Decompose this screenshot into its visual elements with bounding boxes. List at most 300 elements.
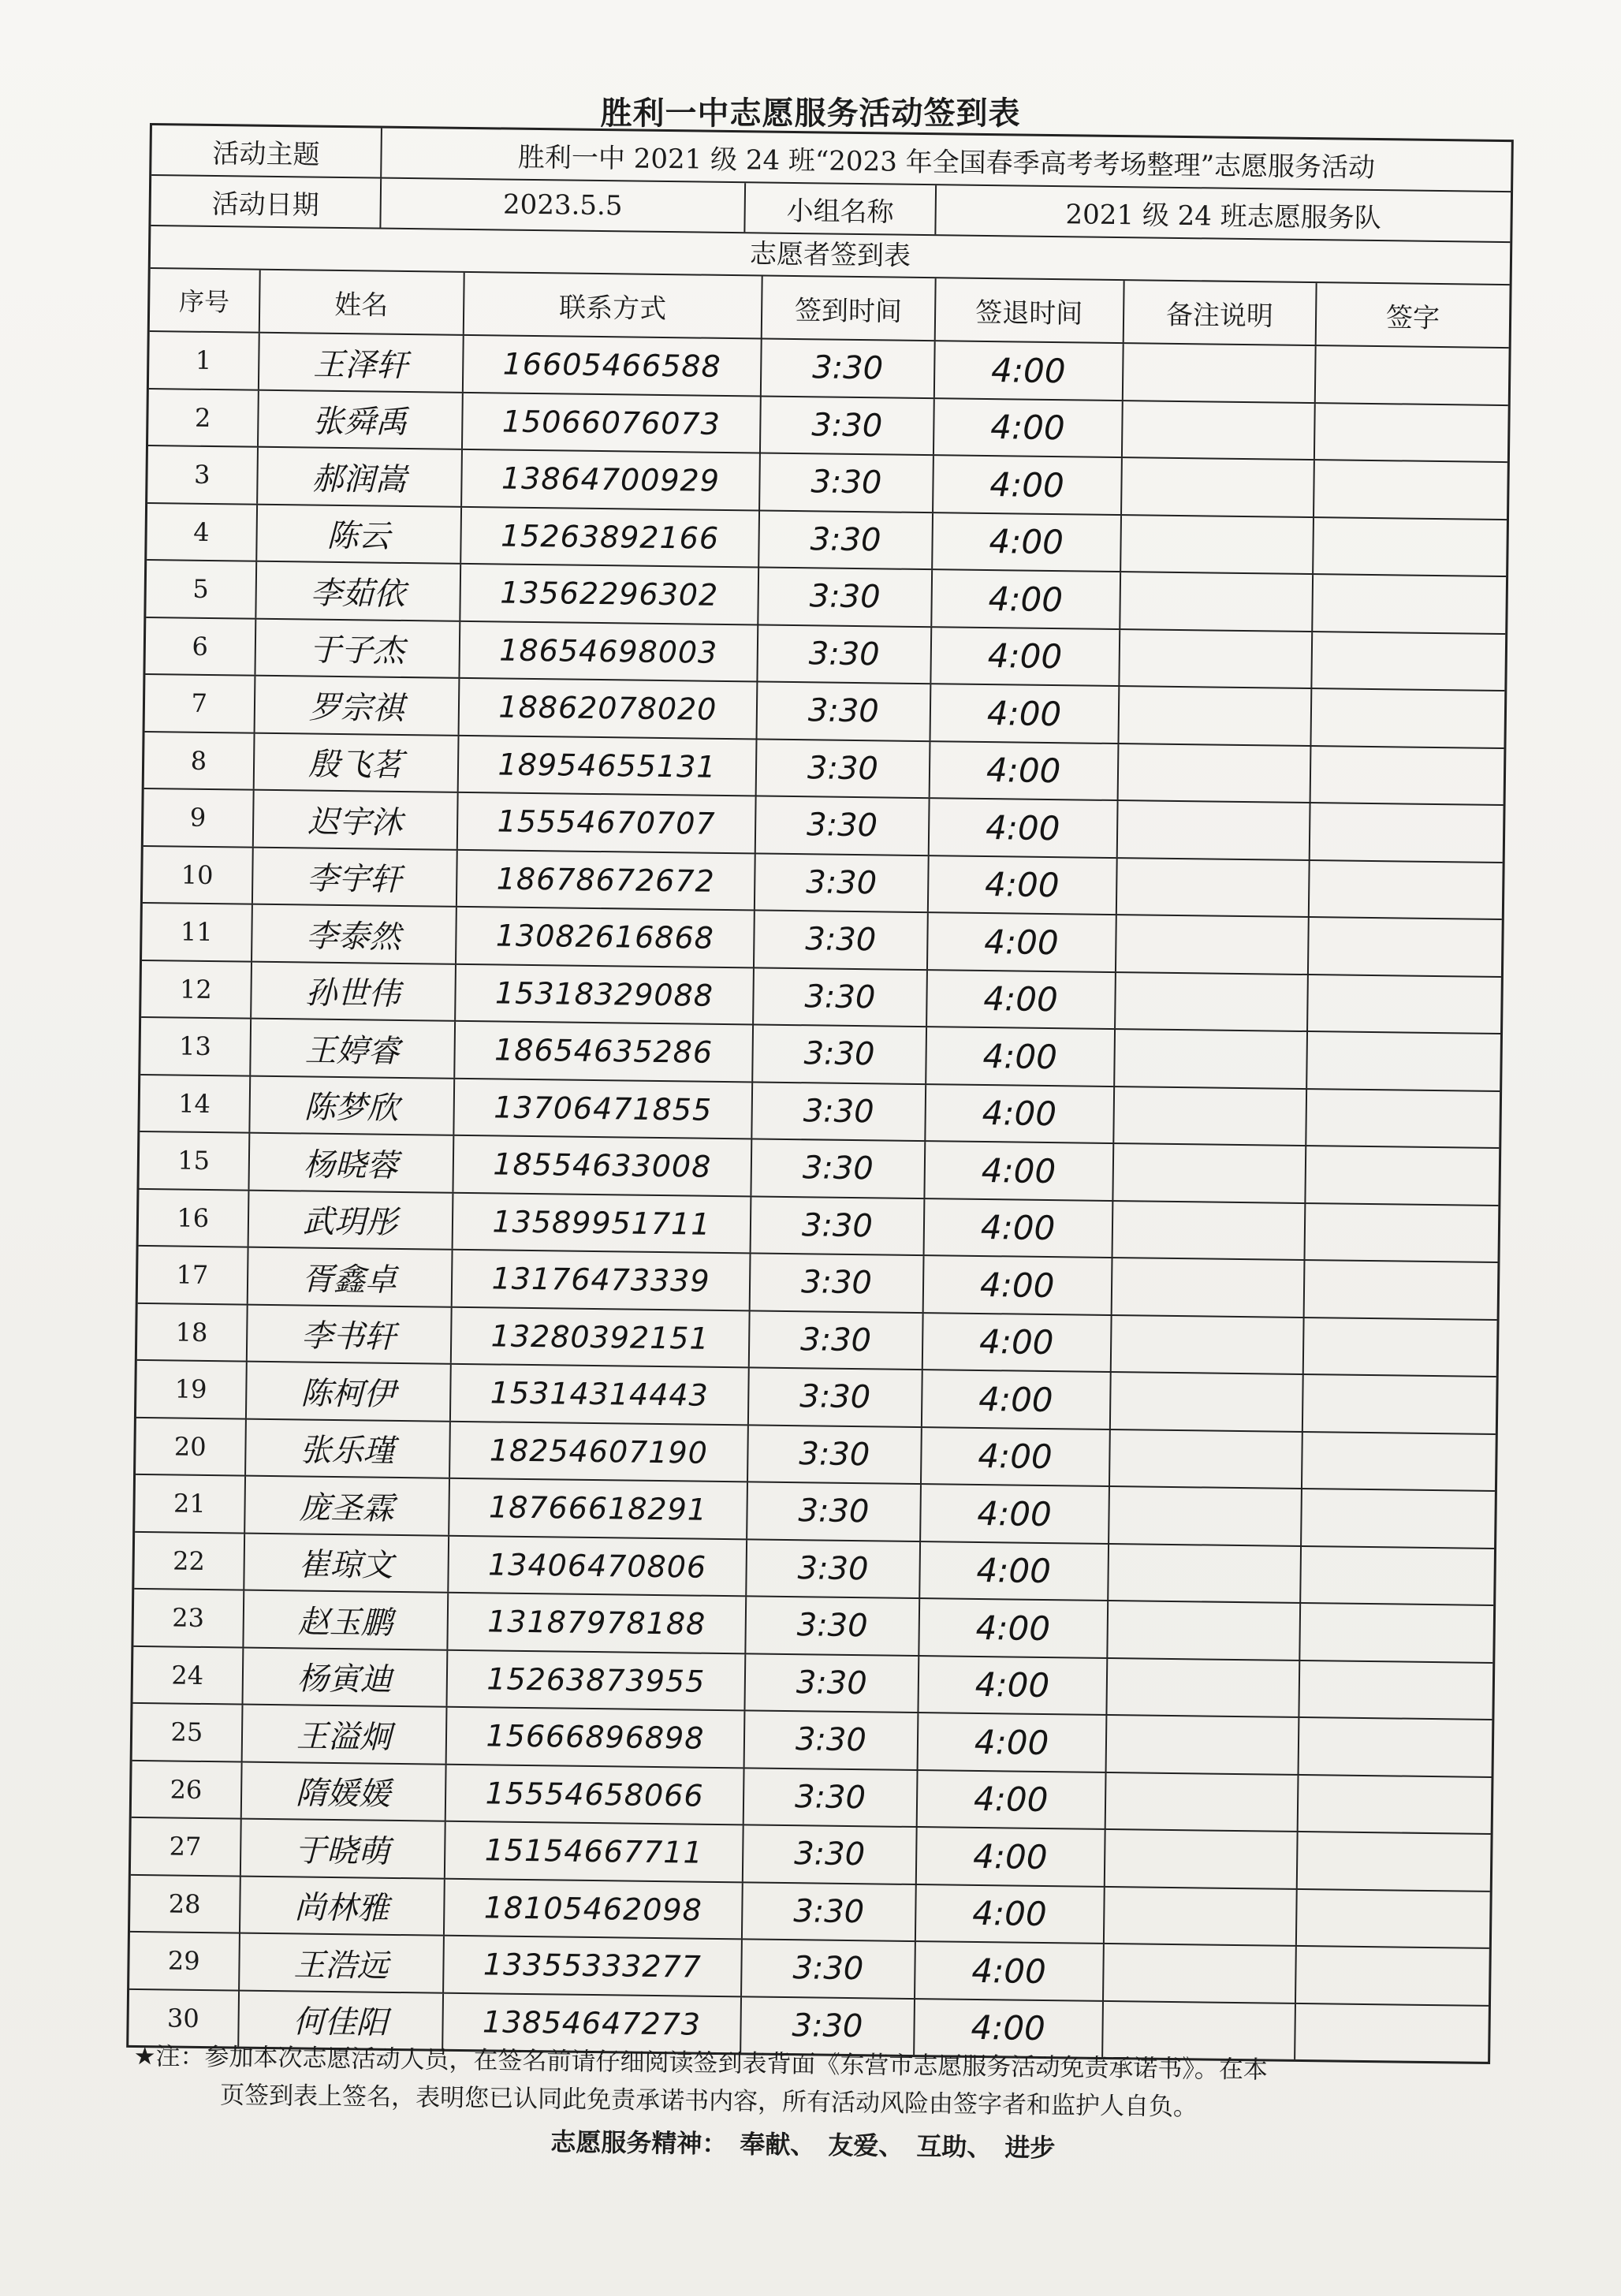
checkin-time-text: 3:30 [810, 521, 881, 559]
signature-cell [1315, 404, 1508, 461]
checkin-time [743, 1883, 916, 1940]
checkout-time-text: 4:00 [973, 1780, 1049, 1820]
signature-cell [1314, 518, 1507, 576]
row-number-text: 18 [175, 1317, 208, 1347]
col-note-header: 备注说明 [1124, 281, 1317, 345]
checkout-time-text: 4:00 [980, 1208, 1056, 1248]
signature-cell [1298, 1832, 1491, 1890]
checkin-time [743, 1825, 917, 1883]
row-number-text: 17 [176, 1259, 209, 1291]
checkin-time [756, 796, 930, 854]
row-number [131, 1818, 241, 1875]
note-cell [1105, 1887, 1298, 1944]
volunteer-name-text: 于子杰 [309, 632, 405, 670]
note-line-2: 页签到表上签名，表明您已认同此免责承诺书内容，所有活动风险由签字者和监护人自负。 [219, 2081, 1198, 2122]
volunteer-name-text: 庞圣霖 [299, 1489, 394, 1527]
signature-cell [1304, 1261, 1497, 1318]
row-number-text: 27 [169, 1831, 202, 1862]
volunteer-phone [456, 908, 756, 967]
volunteer-phone-text: 18954655131 [497, 747, 717, 785]
volunteer-name-text: 隋媛媛 [295, 1775, 391, 1813]
volunteer-name [252, 905, 457, 964]
checkout-time-text: 4:00 [985, 807, 1060, 848]
note-cell [1117, 801, 1310, 859]
signature-cell [1302, 1432, 1496, 1489]
checkin-time [759, 568, 933, 625]
row-number-text: 11 [180, 916, 213, 948]
checkout-time [926, 1085, 1115, 1142]
checkin-time [751, 1197, 925, 1254]
row-number [144, 732, 255, 788]
volunteer-phone-text: 13355333277 [483, 1947, 702, 1985]
checkin-time [751, 1254, 924, 1311]
checkout-time-text: 4:00 [986, 693, 1062, 733]
row-number-text: 7 [191, 688, 208, 719]
volunteer-phone-text: 18654698003 [499, 632, 718, 670]
checkout-time [922, 1428, 1111, 1485]
volunteer-phone-text: 18105462098 [483, 1890, 703, 1928]
volunteer-phone [449, 1479, 749, 1538]
volunteer-table-title: 志愿者签到表 [151, 226, 1511, 285]
volunteer-name-text: 陈云 [326, 518, 390, 556]
note-cell [1106, 1716, 1299, 1773]
row-number-text: 23 [172, 1602, 205, 1634]
note-cell [1110, 1430, 1303, 1488]
checkin-time [752, 1139, 926, 1197]
signature-cell [1297, 1889, 1490, 1947]
row-number [140, 1075, 250, 1131]
table-body [129, 332, 1508, 2062]
volunteer-phone [445, 1822, 744, 1881]
row-number-text: 21 [173, 1488, 206, 1519]
row-number [139, 1189, 249, 1246]
note-cell [1112, 1258, 1305, 1316]
volunteer-name-text: 李宇轩 [307, 860, 402, 899]
checkin-time-text: 3:30 [808, 636, 880, 673]
volunteer-phone [453, 1193, 752, 1252]
row-number [147, 504, 257, 561]
date-value: 2023.5.5 [381, 179, 746, 233]
checkout-time [915, 1885, 1105, 1943]
volunteer-phone [455, 1022, 755, 1081]
checkout-time [924, 1199, 1113, 1257]
note-cell [1121, 516, 1314, 573]
row-number [133, 1646, 244, 1703]
checkin-time [755, 854, 929, 911]
note-cell [1107, 1658, 1300, 1716]
checkin-time-text: 3:30 [809, 578, 881, 616]
volunteer-phone-text: 15666896898 [486, 1718, 705, 1756]
checkin-time [747, 1540, 921, 1597]
checkout-time-text: 4:00 [990, 350, 1066, 390]
row-number [130, 1875, 240, 1932]
volunteer-phone-text: 13187978188 [487, 1604, 706, 1642]
signature-cell [1299, 1718, 1492, 1776]
checkin-time-text: 3:30 [793, 1892, 865, 1930]
note-cell [1109, 1487, 1302, 1545]
checkin-time [744, 1769, 918, 1826]
volunteer-name [256, 562, 461, 621]
signature-cell [1312, 632, 1505, 690]
checkin-time [761, 397, 934, 454]
row-number [137, 1303, 248, 1360]
signature-cell [1296, 1947, 1489, 2004]
volunteer-name-text: 罗宗祺 [308, 689, 404, 727]
volunteer-phone-text: 15318329088 [494, 975, 714, 1013]
signature-cell [1307, 1032, 1500, 1090]
volunteer-phone-text: 18862078020 [498, 689, 717, 728]
volunteer-name [251, 1019, 456, 1078]
volunteer-name-text: 张乐瑾 [300, 1432, 395, 1470]
checkin-time-text: 3:30 [799, 1321, 872, 1359]
row-number [132, 1761, 242, 1817]
checkout-time-text: 4:00 [982, 1036, 1058, 1076]
row-number [141, 960, 252, 1017]
row-number-text: 13 [178, 1031, 212, 1062]
signature-cell [1309, 918, 1502, 975]
volunteer-name [240, 1877, 445, 1935]
row-number-text: 9 [189, 802, 207, 833]
row-number-text: 6 [192, 631, 209, 662]
checkin-time [749, 1368, 922, 1426]
checkout-time-text: 4:00 [978, 1322, 1054, 1362]
signature-cell [1299, 1775, 1492, 1832]
volunteer-name-text: 何佳阳 [293, 2003, 388, 2042]
volunteer-name [247, 1305, 452, 1363]
checkout-time-text: 4:00 [974, 1722, 1049, 1762]
volunteer-phone [461, 507, 761, 566]
row-number [133, 1590, 244, 1646]
checkin-time [748, 1426, 922, 1483]
row-number-text: 16 [177, 1202, 210, 1233]
checkin-time [757, 740, 930, 797]
footer-note [132, 2037, 1474, 2172]
signature-cell [1314, 460, 1507, 518]
theme-label: 活动主题 [151, 125, 382, 177]
volunteer-phone-text: 18654635286 [494, 1032, 714, 1071]
volunteer-phone-text: 13706471855 [493, 1090, 713, 1128]
volunteer-name-text: 胥鑫卓 [301, 1261, 397, 1299]
volunteer-phone [447, 1650, 747, 1709]
checkin-time-text: 3:30 [805, 921, 877, 959]
note-cell [1113, 1144, 1306, 1202]
checkin-time-text: 3:30 [797, 1549, 869, 1588]
checkout-time-text: 4:00 [976, 1551, 1052, 1591]
checkin-time [760, 454, 933, 512]
signature-cell [1316, 346, 1509, 404]
note-cell [1112, 1202, 1306, 1259]
signature-cell [1310, 747, 1504, 804]
signature-cell [1306, 1146, 1499, 1204]
volunteer-name [257, 505, 462, 563]
checkin-time-text: 3:30 [795, 1721, 867, 1759]
col-checkout-header: 签退时间 [935, 278, 1124, 342]
group-label: 小组名称 [745, 183, 937, 234]
note-cell [1118, 744, 1311, 802]
row-number [138, 1247, 248, 1303]
volunteer-name-text: 王浩远 [293, 1947, 389, 1985]
row-number [142, 904, 252, 960]
row-number-text: 10 [181, 859, 214, 890]
volunteer-name-text: 于晓萌 [295, 1832, 390, 1870]
volunteer-name-text: 迟宇沐 [307, 803, 403, 841]
row-number [145, 675, 255, 732]
volunteer-phone [458, 736, 758, 795]
volunteer-name [249, 1134, 454, 1192]
checkin-time-text: 3:30 [800, 1264, 873, 1302]
volunteer-name [244, 1591, 449, 1649]
checkin-time-text: 3:30 [792, 2007, 863, 2044]
checkout-time-text: 4:00 [971, 2008, 1046, 2048]
signature-cell [1303, 1375, 1496, 1433]
volunteer-name [250, 1076, 455, 1135]
row-number-text: 15 [177, 1145, 211, 1176]
form-title: 胜利一中志愿服务活动签到表 [600, 95, 1021, 132]
volunteer-name [255, 676, 460, 735]
checkout-time-text: 4:00 [987, 636, 1063, 676]
checkout-time-text: 4:00 [974, 1665, 1050, 1705]
checkin-time [754, 968, 927, 1026]
col-no-header: 序号 [150, 269, 260, 332]
note-cell [1116, 973, 1309, 1031]
volunteer-phone-text: 13562296302 [499, 575, 719, 613]
volunteer-phone [453, 1136, 753, 1195]
signature-cell [1310, 803, 1504, 861]
volunteer-phone-text: 13280392151 [490, 1318, 710, 1356]
volunteer-name [258, 448, 463, 506]
checkin-time-text: 3:30 [792, 1950, 864, 1988]
volunteer-name [243, 1648, 448, 1706]
volunteer-phone [463, 336, 762, 395]
checkout-time [917, 1771, 1106, 1828]
row-number-text: 26 [170, 1774, 203, 1805]
checkin-time-text: 3:30 [806, 863, 878, 902]
checkout-time [919, 1599, 1109, 1657]
row-number-text: 12 [179, 974, 212, 1004]
volunteer-name [244, 1534, 449, 1592]
note-cell [1122, 458, 1315, 516]
volunteer-name-text: 王溢炯 [296, 1718, 392, 1756]
checkin-time-text: 3:30 [811, 407, 883, 445]
volunteer-name [248, 1191, 453, 1249]
checkout-time [927, 971, 1116, 1028]
volunteer-name [246, 1419, 451, 1478]
checkout-time [933, 513, 1122, 571]
volunteer-name-text: 李书轩 [300, 1318, 397, 1356]
checkout-time-text: 4:00 [978, 1437, 1053, 1477]
row-number [135, 1475, 245, 1532]
checkout-time-text: 4:00 [977, 1493, 1053, 1534]
volunteer-phone-text: 15154667711 [484, 1832, 703, 1870]
signin-form [126, 123, 1514, 2064]
checkout-time [933, 399, 1123, 457]
signature-cell [1306, 1090, 1500, 1147]
checkin-time-text: 3:30 [796, 1607, 868, 1645]
volunteer-phone-text: 18554633008 [493, 1146, 712, 1185]
signature-cell [1302, 1489, 1495, 1547]
row-number-text: 3 [193, 459, 211, 490]
row-number [147, 446, 258, 503]
checkin-time-text: 3:30 [807, 750, 879, 788]
col-name-header: 姓名 [259, 270, 464, 334]
group-value: 2021 级 24 班志愿服务队 [1065, 198, 1381, 234]
checkin-time [747, 1597, 920, 1654]
row-number [145, 617, 255, 674]
checkout-time [922, 1314, 1112, 1371]
row-number-text: 20 [173, 1431, 207, 1462]
volunteer-phone [451, 1307, 751, 1366]
checkout-time-text: 4:00 [983, 979, 1059, 1019]
checkin-time [758, 625, 932, 683]
note-cell [1108, 1601, 1301, 1659]
volunteer-phone-text: 18766618291 [488, 1489, 708, 1528]
volunteer-phone [463, 393, 762, 452]
volunteer-phone [445, 1765, 745, 1824]
volunteer-phone-text: 13082616868 [495, 918, 715, 956]
row-number-text: 19 [174, 1374, 207, 1405]
volunteer-name-text: 赵玉鹏 [297, 1604, 393, 1642]
checkout-time-text: 4:00 [971, 1894, 1047, 1934]
checkin-time [747, 1482, 921, 1540]
volunteer-name-text: 杨晓蓉 [303, 1146, 399, 1184]
checkout-time-text: 4:00 [981, 1150, 1056, 1191]
volunteer-phone-text: 15066076073 [501, 404, 721, 442]
row-number [140, 1132, 250, 1189]
checkout-time-text: 4:00 [978, 1379, 1053, 1419]
row-number-text: 30 [166, 2003, 199, 2033]
checkin-time-text: 3:30 [794, 1778, 866, 1816]
volunteer-name-text: 尚林雅 [294, 1889, 389, 1928]
volunteer-name [245, 1477, 450, 1535]
signature-cell [1301, 1546, 1494, 1604]
volunteer-name-text: 陈柯伊 [300, 1375, 396, 1413]
note-line-1: ★注：参加本次志愿活动人员，在签名前请仔细阅读签到表背面《东营市志愿服务活动免责承诺书》。在本 [133, 2041, 1269, 2085]
row-number-text: 22 [172, 1545, 206, 1576]
signature-cell [1300, 1604, 1493, 1661]
checkout-time [932, 570, 1121, 628]
volunteer-name [253, 791, 458, 849]
volunteer-phone-text: 15554670707 [497, 803, 716, 842]
checkin-time-text: 3:30 [801, 1206, 874, 1245]
note-cell [1105, 1772, 1299, 1830]
col-phone-header: 联系方式 [464, 273, 763, 338]
date-label: 活动日期 [151, 176, 382, 228]
row-number [134, 1532, 244, 1589]
theme-value: 胜利一中 2021 级 24 班“2023 年全国春季高考考场整理”志愿服务活动 [517, 141, 1376, 184]
checkin-time-text: 3:30 [793, 1836, 866, 1873]
note-cell [1116, 915, 1310, 973]
volunteer-name-text: 陈梦欣 [304, 1089, 400, 1128]
checkin-time-text: 3:30 [804, 978, 876, 1016]
checkout-time-text: 4:00 [984, 865, 1060, 905]
row-number-text: 5 [192, 573, 209, 605]
volunteer-name [240, 1934, 445, 1992]
volunteer-name-text: 李茹依 [310, 575, 406, 613]
checkout-time [919, 1657, 1108, 1714]
volunteer-name-text: 王婷睿 [304, 1032, 400, 1070]
checkin-time [750, 1311, 923, 1369]
row-number [143, 846, 253, 903]
row-number-text: 1 [195, 345, 212, 376]
checkout-time [933, 456, 1123, 513]
row-number-text: 25 [170, 1716, 203, 1748]
volunteer-phone [460, 565, 760, 624]
note-cell [1124, 344, 1317, 401]
checkin-time-text: 3:30 [807, 692, 880, 730]
checkout-time [916, 1828, 1105, 1885]
volunteer-phone [454, 1079, 754, 1138]
checkout-time [926, 1027, 1116, 1085]
volunteer-phone [444, 1936, 743, 1996]
checkout-time [915, 1942, 1105, 2000]
volunteer-name [255, 619, 460, 677]
checkout-time [930, 684, 1120, 742]
volunteer-name-text: 郝润嵩 [311, 460, 407, 498]
row-number-text: 28 [168, 1888, 201, 1919]
checkin-time [753, 1083, 926, 1140]
checkout-time [930, 742, 1119, 800]
volunteer-phone-text: 13589951711 [492, 1204, 711, 1242]
note-cell [1123, 401, 1316, 459]
row-number [149, 332, 259, 389]
volunteer-phone-text: 16605466588 [502, 346, 721, 385]
volunteer-name [254, 733, 459, 792]
volunteer-name-text: 王泽轩 [313, 346, 408, 384]
checkin-time-text: 3:30 [803, 1092, 874, 1131]
checkin-time-text: 3:30 [799, 1378, 871, 1416]
note-cell [1114, 1087, 1307, 1145]
note-cell [1111, 1316, 1304, 1374]
checkin-time-text: 3:30 [798, 1493, 870, 1530]
row-number-text: 8 [190, 745, 207, 776]
note-cell [1109, 1544, 1302, 1601]
volunteer-phone [456, 964, 755, 1023]
volunteer-phone [446, 1708, 746, 1767]
row-number-text: 24 [171, 1660, 204, 1690]
checkin-time [759, 511, 933, 568]
volunteer-phone [449, 1536, 748, 1595]
note-cell [1117, 859, 1310, 916]
volunteer-name [241, 1762, 446, 1821]
signature-cell [1299, 1660, 1492, 1718]
signature-cell [1308, 975, 1501, 1033]
volunteer-name-text: 武玥彤 [302, 1203, 398, 1242]
checkin-time-text: 3:30 [799, 1435, 870, 1474]
volunteer-name [259, 334, 464, 392]
volunteer-phone-text: 13864700929 [501, 460, 721, 499]
checkin-time [758, 682, 931, 740]
checkout-time [931, 628, 1120, 685]
checkout-time-text: 4:00 [989, 464, 1065, 505]
volunteer-name [242, 1705, 447, 1764]
row-number [140, 1018, 251, 1075]
volunteer-name [248, 1248, 453, 1306]
col-sign-header: 签字 [1385, 301, 1440, 334]
volunteer-phone [450, 1422, 750, 1481]
volunteer-name-text: 李泰然 [306, 918, 401, 956]
checkin-time [742, 1940, 915, 1997]
note-cell [1119, 687, 1312, 744]
row-number [132, 1704, 243, 1761]
checkout-time [920, 1542, 1109, 1600]
volunteer-name [246, 1362, 451, 1421]
volunteer-phone-text: 13406470806 [487, 1547, 707, 1585]
note-cell [1120, 630, 1313, 688]
checkout-time-text: 4:00 [982, 1094, 1057, 1134]
checkout-time [928, 856, 1117, 914]
checkin-time-text: 3:30 [802, 1150, 874, 1187]
checkin-time [746, 1654, 919, 1712]
